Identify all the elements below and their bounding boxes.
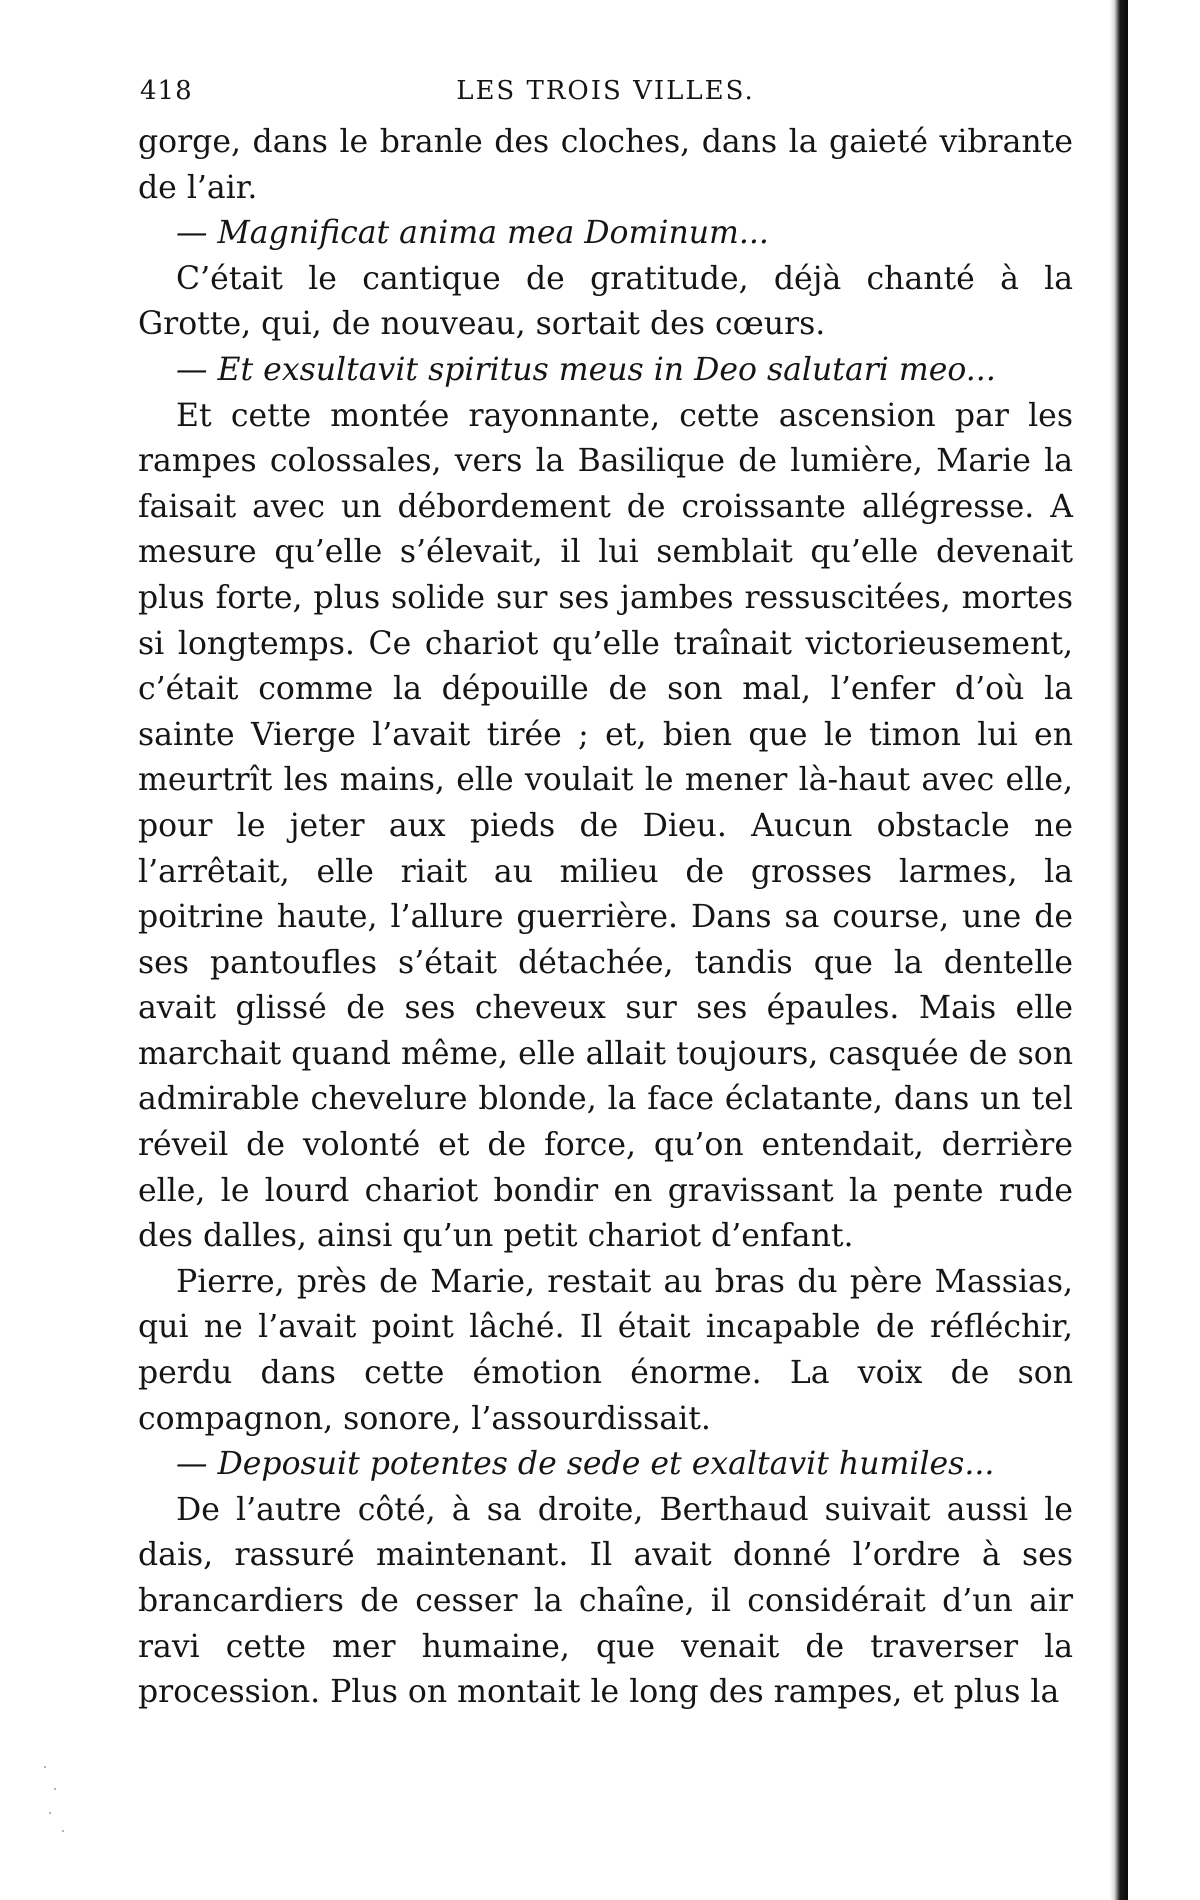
speck bbox=[54, 1788, 56, 1790]
latin-verse: — Et exsultavit spiritus meus in Deo salutari meo... bbox=[176, 351, 996, 388]
book-page bbox=[138, 68, 1073, 1716]
body-text bbox=[138, 120, 1073, 1716]
speck bbox=[62, 1830, 64, 1832]
binding-edge bbox=[1110, 0, 1128, 1900]
latin-verse: — Magnificat anima mea Dominum... bbox=[176, 215, 769, 252]
latin-verse: — Deposuit potentes de sede et exaltavit humiles... bbox=[176, 1446, 995, 1483]
running-head bbox=[138, 68, 1073, 120]
paragraph: Et cette montée rayonnante, cette ascension par les rampes colossales, vers la Basilique de lumière, Marie la faisait avec un débordement de croissante allégresse. A mesure qu’elle s’élevait, il lui semblait qu’elle devenait plus forte, plus solide sur ses jambes ressuscitées, mortes si longtemps. Ce chariot qu’elle traînait victorieusement, c’était comme la dépouille de son mal, l’enfer d’où la sainte Vierge l’avait tirée ; et, bien que le timon lui en meurtrît les mains, elle voulait le mener là-haut avec elle, pour le jeter aux pieds de Dieu. Aucun obstacle ne l’arrêtait, elle riait au milieu de grosses larmes, la poitrine haute, l’allure guerrière. Dans sa course, une de ses pantoufles s’était détachée, tandis que la dentelle avait glissé de ses cheveux sur ses épaules. Mais elle marchait quand même, elle allait toujours, casquée de son admirable chevelure blonde, la face éclatante, dans un tel réveil de volonté et de force, qu’on entendait, derrière elle, le lourd chariot bondir en gravissant la pente rude des dalles, ainsi qu’un petit chariot d’enfant. bbox=[138, 397, 1073, 1255]
paragraph: gorge, dans le branle des cloches, dans la gaieté vibrante de l’air. bbox=[138, 124, 1073, 206]
paper-specks bbox=[40, 1760, 80, 1840]
paragraph: De l’autre côté, à sa droite, Berthaud suivait aussi le dais, rassuré maintenant. Il avait donné l’ordre à ses brancardiers de cesser la chaîne, il considérait d’un air ravi cette mer humaine, que venait de traverser la procession. Plus on montait le long des rampes, et plus la bbox=[138, 1491, 1073, 1711]
paragraph: C’était le cantique de gratitude, déjà chanté à la Grotte, qui, de nouveau, sortait des cœurs. bbox=[138, 260, 1073, 343]
speck bbox=[49, 1812, 51, 1814]
paragraph: Pierre, près de Marie, restait au bras du père Massias, qui ne l’avait point lâché. Il était incapable de réfléchir, perdu dans cette émotion énorme. La voix de son compagnon, sonore, l’assourdissait. bbox=[138, 1263, 1073, 1437]
running-title: LES TROIS VILLES. bbox=[456, 76, 755, 106]
page-number: 418 bbox=[140, 76, 193, 106]
speck bbox=[44, 1766, 46, 1768]
